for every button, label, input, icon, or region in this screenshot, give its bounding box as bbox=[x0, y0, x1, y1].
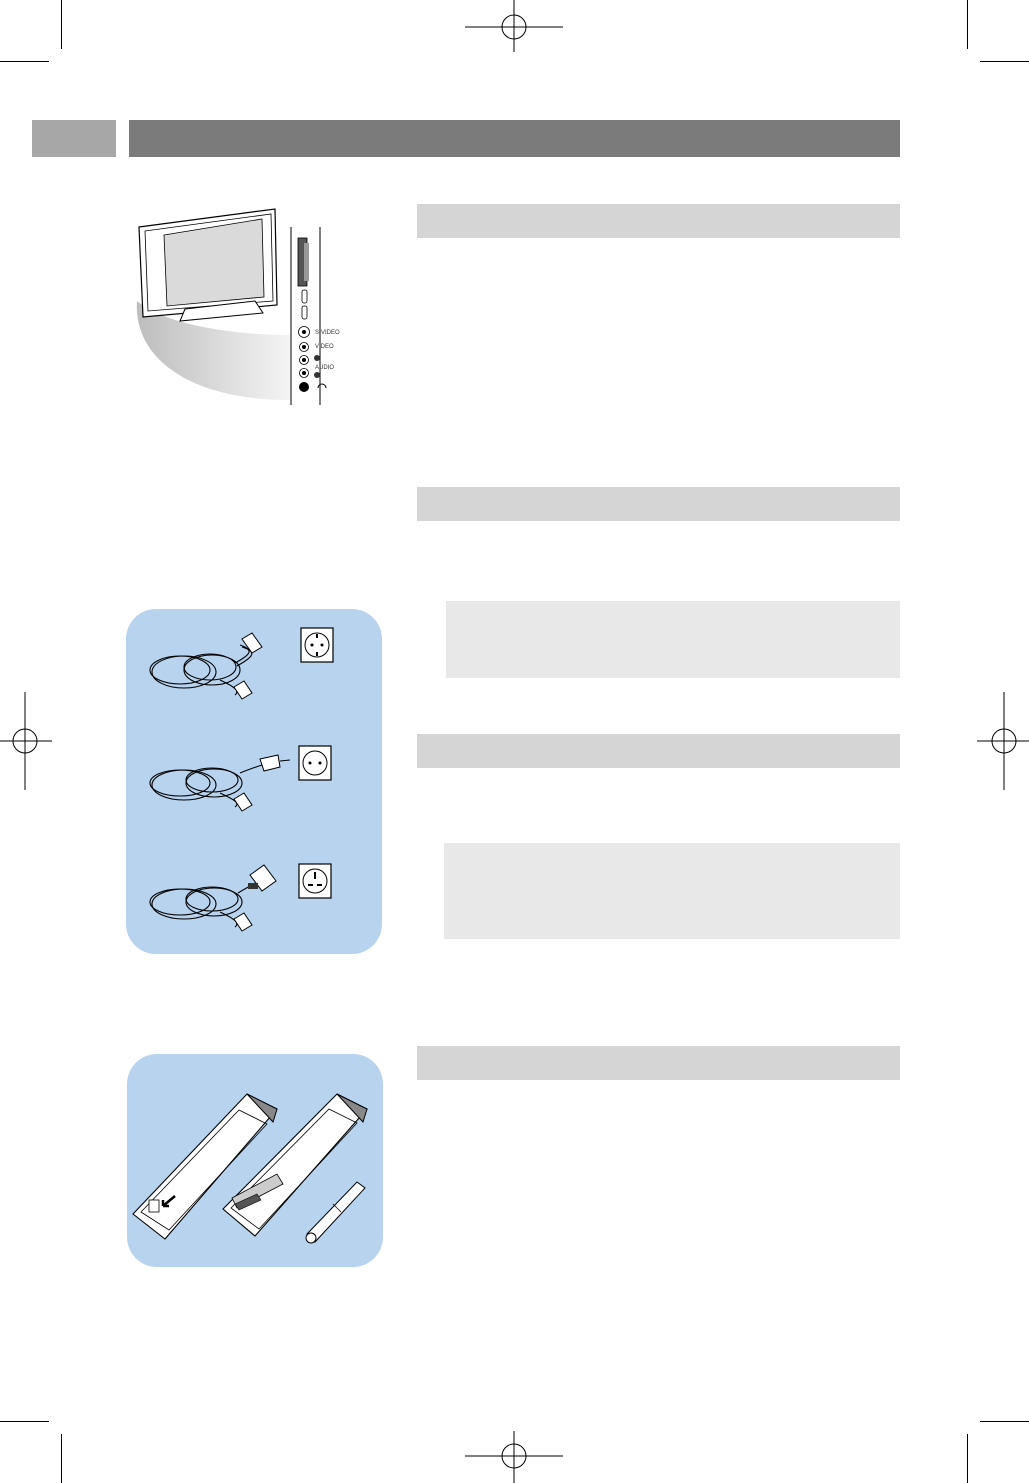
tv-illustration bbox=[125, 205, 355, 405]
crop-mark-top-left-v bbox=[61, 0, 62, 49]
section-bar-2 bbox=[417, 487, 900, 521]
power-cord-illustration-uk bbox=[140, 857, 370, 947]
power-cord-illustration-eu bbox=[140, 625, 370, 715]
registration-mark-right bbox=[977, 692, 1029, 790]
s-video-label: S-VIDEO bbox=[315, 330, 340, 336]
crop-mark-bottom-right-h bbox=[980, 1421, 1029, 1422]
wall-socket-icon-2 bbox=[298, 745, 332, 781]
wall-socket-icon-3 bbox=[298, 863, 332, 899]
remote-battery-illustration bbox=[127, 1054, 383, 1267]
crop-mark-bottom-left-h bbox=[0, 1421, 49, 1422]
crop-mark-top-right-v bbox=[967, 0, 968, 49]
power-cord-illustration-2 bbox=[140, 745, 370, 825]
crop-mark-top-right-h bbox=[980, 61, 1029, 62]
crop-mark-top-left-h bbox=[0, 61, 49, 62]
crop-mark-bottom-right-v bbox=[967, 1434, 968, 1483]
section-bar-4 bbox=[417, 1046, 900, 1080]
power-cord-panel bbox=[126, 609, 382, 954]
crop-mark-bottom-left-v bbox=[61, 1434, 62, 1483]
wall-socket-icon-1 bbox=[300, 627, 334, 663]
registration-mark-top bbox=[465, 0, 563, 52]
remote-battery-panel bbox=[127, 1054, 383, 1267]
registration-mark-bottom bbox=[465, 1431, 563, 1483]
page-title-bar bbox=[129, 120, 900, 157]
page-number-tab bbox=[32, 120, 116, 157]
audio-label: AUDIO bbox=[315, 365, 335, 371]
video-label: VIDEO bbox=[315, 344, 334, 350]
note-box-1 bbox=[446, 601, 900, 678]
note-box-2 bbox=[444, 843, 900, 939]
registration-mark-left bbox=[0, 692, 52, 790]
section-bar-3 bbox=[417, 734, 900, 768]
section-bar-1 bbox=[417, 204, 900, 238]
